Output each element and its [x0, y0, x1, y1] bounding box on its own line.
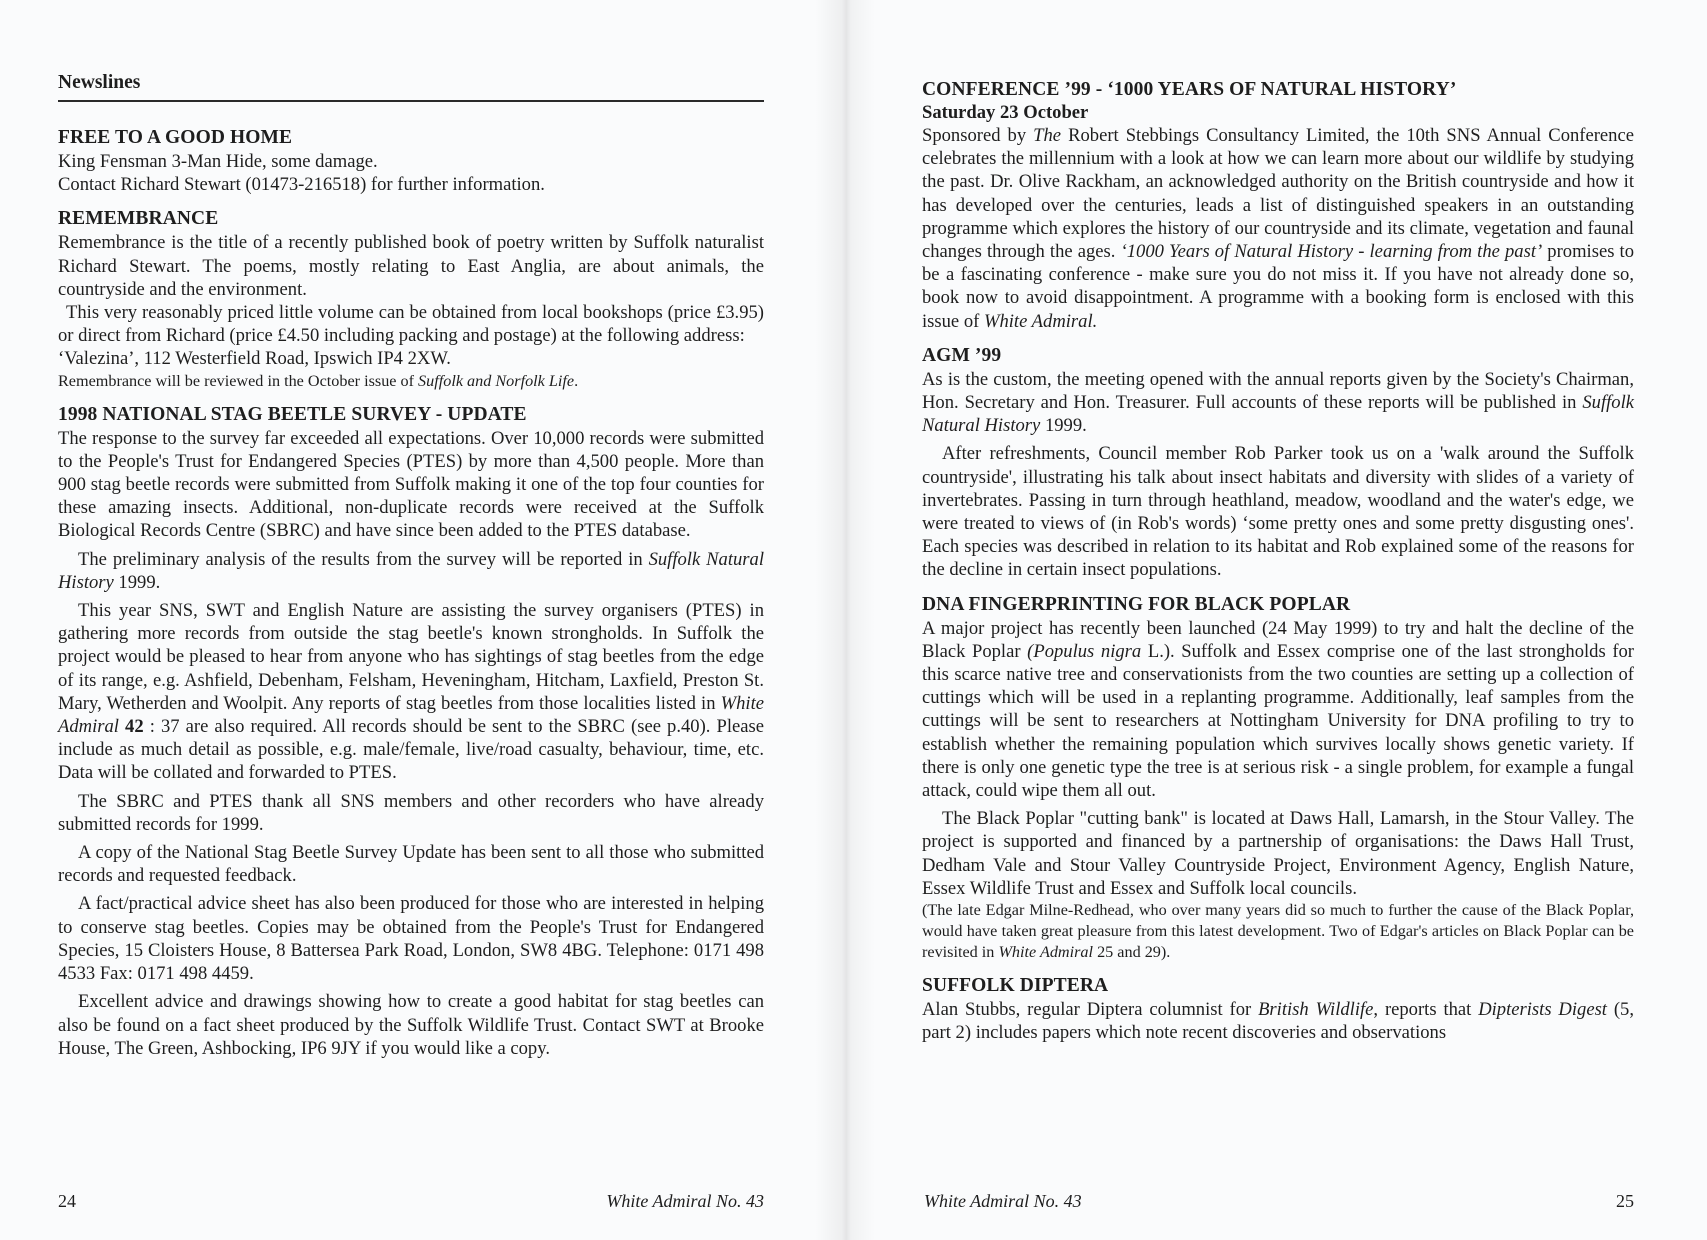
section-stag-beetle-survey	[58, 403, 764, 1060]
paragraph: This very reasonably priced little volume can be obtained from local bookshops (price £3.95) or direct from Richard (price £4.50 including packing and postage) at the following address:	[58, 302, 764, 347]
section-remembrance	[58, 207, 764, 391]
left-page	[58, 0, 764, 1240]
paragraph: The SBRC and PTES thank all SNS members and other recorders who have already submitted records for 1999.	[58, 790, 764, 835]
paragraph: Remembrance is the title of a recently published book of poetry written by Suffolk naturalist Richard Stewart. The poems, mostly relating to East Anglia, are about animals, the countryside and the environment.	[58, 232, 764, 300]
running-head: Newslines	[58, 72, 764, 102]
section-conference	[922, 78, 1634, 333]
section-heading: AGM ’99	[922, 344, 1002, 366]
page-number: 25	[1616, 1191, 1634, 1211]
paragraph: A fact/practical advice sheet has also been produced for those who are interested in helping to conserve stag beetles. Copies may be obtained from the People's Trust for Endangered Species, 15 Cloisters House, 8 Battersea Park Road, London, SW8 4BG. Telephone: 0171 498 4533 Fax: 0171 498 4459.	[58, 893, 764, 985]
address-line: ‘Valezina’, 112 Westerfield Road, Ipswich IP4 2XW.	[58, 348, 451, 370]
section-heading: REMEMBRANCE	[58, 208, 219, 230]
section-free-to-a-good-home	[58, 126, 764, 196]
paragraph: The response to the survey far exceeded all expectations. Over 10,000 records were submitted to the People's Trust for Endangered Species (PTES) by more than 4,500 people. More than 900 stag beetle records were submitted from Suffolk making it one of the top four counties for these amazing insects. Additional, non-duplicate records were received at the Suffolk Biological Records Centre (SBRC) and have since been added to the PTES database.	[58, 427, 764, 542]
paragraph: As is the custom, the meeting opened with the annual reports given by the Society's Chairman, Hon. Secretary and Hon. Treasurer. Full accounts of these reports will be published in Suffolk Natural History 1999.	[922, 368, 1634, 437]
right-column	[922, 78, 1634, 1045]
paragraph: This year SNS, SWT and English Nature are assisting the survey organisers (PTES) in gathering more records from outside the stag beetle's known strongholds. In Suffolk the project would be pleased to hear from anyone who has sightings of stag beetles from the edge of its range, e.g. Ashfield, Debenham, Felsham, Heveningham, Hitcham, Laxfield, Preston St. Mary, Wetherden and Woolpit. Any reports of stag beetles from those localities listed in White Admiral 42 : 37 are also required. All records should be sent to the SBRC (see p.40). Please include as much detail as possible, e.g. male/female, live/road casualty, behaviour, time, etc. Data will be collated and forwarded to PTES.	[58, 600, 764, 784]
review-note: Remembrance will be reviewed in the October issue of Suffolk and Norfolk Life.	[58, 371, 579, 390]
editor-note: (The late Edgar Milne-Redhead, who over many years did so much to further the cause of the Black Poplar, would have taken great pleasure from this latest development. Two of Edgar's articles on Black Poplar can be revisited in White Admiral 25 and 29).	[922, 901, 1634, 962]
left-column	[58, 126, 764, 1060]
event-date: Saturday 23 October	[922, 102, 1089, 123]
journal-name: White Admiral No. 43	[924, 1191, 1082, 1211]
paragraph: A copy of the National Stag Beetle Survey Update has been sent to all those who submitted records and requested feedback.	[58, 842, 764, 887]
section-suffolk-diptera	[922, 974, 1634, 1044]
section-dna-fingerprinting	[922, 593, 1634, 963]
page-number: 24	[58, 1191, 76, 1211]
paragraph: Sponsored by The Robert Stebbings Consultancy Limited, the 10th SNS Annual Conference celebrates the millennium with a look at how we can learn more about our wildlife by studying the past. Dr. Olive Rackham, an acknowledged authority on the British countryside and how it has developed over the centuries, leads a list of distinguished speakers in an outstanding programme which explores the history of our countryside and its climate, vegetation and faunal changes through the ages. ‘1000 Years of Natural History - learning from the past’ promises to be a fascinating conference - make sure you do not miss it. If you have not already done so, book now to avoid disappointment. A programme with a booking form is enclosed with this issue of White Admiral.	[922, 125, 1634, 332]
page-gutter	[815, 0, 875, 1240]
journal-name: White Admiral No. 43	[606, 1191, 764, 1211]
section-heading: DNA FINGERPRINTING FOR BLACK POPLAR	[922, 593, 1351, 615]
paragraph: King Fensman 3-Man Hide, some damage.	[58, 151, 378, 172]
paragraph: A major project has recently been launched (24 May 1999) to try and halt the decline of the Black Poplar (Populus nigra L.). Suffolk and Essex comprise one of the last strongholds for this scarce native tree and conservationists from the two counties are setting up a collection of cuttings which will be used in a replanting programme. Additionally, leaf samples from the cuttings will be sent to researchers at Nottingham University for DNA profiling to try to establish whether the remaining population which survives locally shows genetic variety. If there is only one genetic type the tree is at serious risk - a single problem, for example a fungal attack, could wipe them all out.	[922, 617, 1634, 802]
paragraph: Alan Stubbs, regular Diptera columnist for British Wildlife, reports that Dipterists Digest (5, part 2) includes papers which note recent discoveries and observations	[922, 999, 1634, 1044]
paragraph: The preliminary analysis of the results from the survey will be reported in Suffolk Natural History 1999.	[58, 548, 764, 593]
section-heading: FREE TO A GOOD HOME	[58, 127, 293, 148]
right-page	[922, 0, 1634, 1240]
paragraph: The Black Poplar "cutting bank" is located at Daws Hall, Lamarsh, in the Stour Valley. The project is supported and financed by a partnership of organisations: the Daws Hall Trust, Dedham Vale and Stour Valley Countryside Project, Environment Agency, English Nature, Essex Wildlife Trust and Essex and Suffolk local councils.	[922, 808, 1634, 899]
section-heading: SUFFOLK DIPTERA	[922, 975, 1109, 997]
section-agm	[922, 344, 1634, 582]
paragraph: Contact Richard Stewart (01473-216518) for further information.	[58, 174, 545, 196]
paragraph: Excellent advice and drawings showing how to create a good habitat for stag beetles can also be found on a fact sheet produced by the Suffolk Wildlife Trust. Contact SWT at Brooke House, The Green, Ashbocking, IP6 9JY if you would like a copy.	[58, 991, 764, 1059]
section-heading: 1998 NATIONAL STAG BEETLE SURVEY - UPDATE	[58, 403, 527, 425]
section-heading: CONFERENCE ’99 - ‘1000 YEARS OF NATURAL HISTORY’	[922, 79, 1457, 100]
paragraph: After refreshments, Council member Rob Parker took us on a 'walk around the Suffolk countryside', illustrating his talk about insect habitats and diversity with slides of a variety of invertebrates. Passing in turn through heathland, meadow, woodland and the water's edge, we were treated to views of (in Rob's words) ‘some pretty ones and some pretty disgusting ones'. Each species was described in relation to its habitat and Rob explained some of the reasons for the decline in certain insect populations.	[922, 443, 1634, 581]
